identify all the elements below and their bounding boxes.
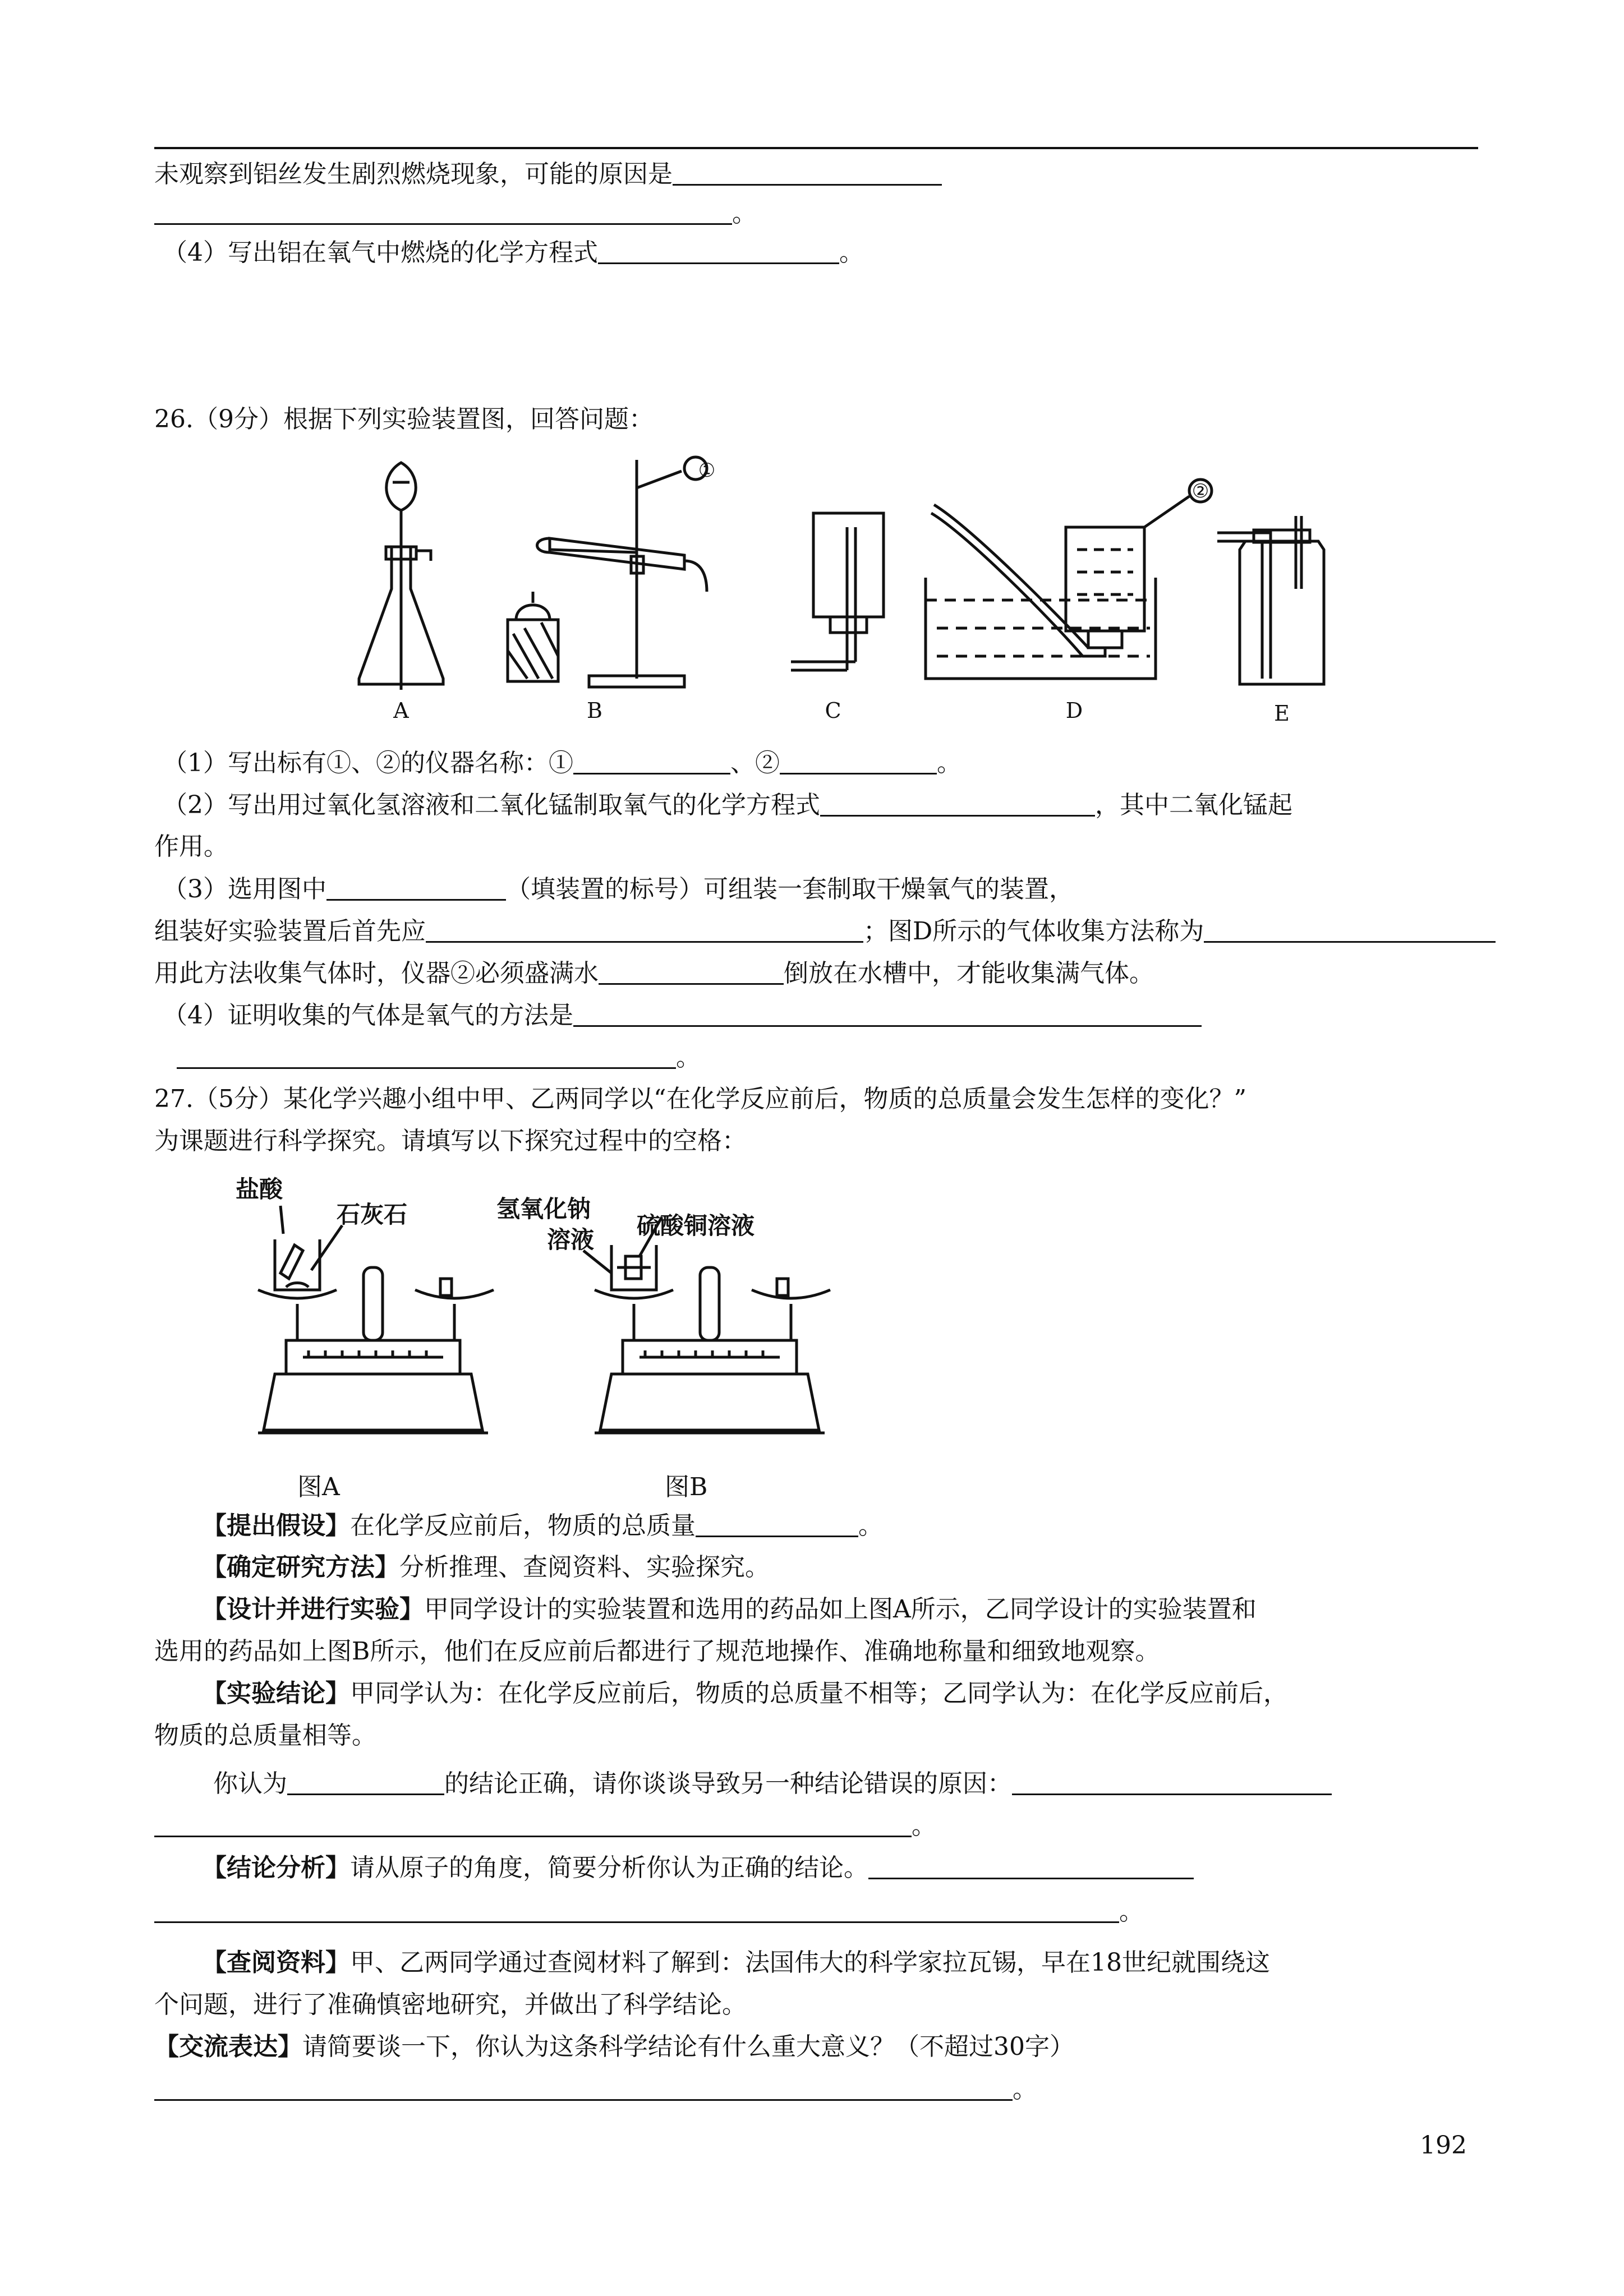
answer-blank[interactable]: [599, 956, 784, 985]
q26-3-cont2: 用此方法收集气体时，仪器②必须盛满水 倒放在水槽中，才能收集满气体。: [154, 956, 1154, 990]
design-line: 【设计并进行实验】甲同学设计的实验装置和选用的药品如上图A所示，乙同学设计的实验装置和: [202, 1595, 1257, 1624]
page-number: 192: [1420, 2131, 1467, 2160]
answer-blank[interactable]: [820, 788, 1095, 817]
conclusion-line: 【实验结论】甲同学认为：在化学反应前后，物质的总质量不相等；乙同学认为：在化学反应前后，: [202, 1679, 1288, 1708]
label-c: C: [825, 698, 841, 723]
label-d: D: [1065, 698, 1083, 723]
opinion-line-cont: 。: [154, 1809, 936, 1843]
answer-blank[interactable]: [573, 998, 1202, 1027]
q26-2: （2）写出用过氧化氢溶液和二氧化锰制取氧气的化学方程式 ，其中二氧化锰起: [163, 788, 1292, 822]
label-naoh-2: 溶液: [547, 1226, 595, 1253]
conclusion-line-cont: 物质的总质量相等。: [154, 1721, 376, 1750]
label-cuso4: 硫酸铜溶液: [637, 1212, 755, 1239]
top-rule: [154, 147, 1478, 149]
label-e: E: [1274, 701, 1290, 726]
answer-blank[interactable]: [1012, 1767, 1332, 1795]
reference-line: 【查阅资料】甲、乙两同学通过查阅材料了解到：法国伟大的科学家拉瓦锡，早在18世纪就围绕这: [202, 1948, 1270, 1977]
marker-1: ①: [698, 459, 716, 482]
q27-title-cont: 为课题进行科学探究。请填写以下探究过程中的空格：: [154, 1127, 747, 1155]
line-q4: （4）写出铝在氧气中燃烧的化学方程式 。: [163, 236, 864, 270]
label-b: B: [587, 698, 602, 723]
q26-4-cont: 。: [154, 1040, 701, 1075]
design-line-cont: 选用的药品如上图B所示，他们在反应前后都进行了规范地操作、准确地称量和细致地观察。: [154, 1637, 1160, 1666]
analysis-line: 【结论分析】请从原子的角度，简要分析你认为正确的结论。: [202, 1851, 1194, 1885]
caption-a: 图A: [297, 1473, 340, 1501]
marker-2: ②: [1191, 480, 1209, 502]
apparatus-b: [508, 460, 707, 687]
balance-a: [258, 1206, 494, 1433]
label-limestone: 石灰石: [337, 1201, 408, 1228]
answer-blank[interactable]: [326, 872, 506, 901]
label-a: A: [393, 698, 409, 723]
reference-line-cont: 个问题，进行了准确慎密地研究，并做出了科学结论。: [154, 1990, 747, 2019]
answer-blank[interactable]: [780, 746, 937, 774]
answer-blank[interactable]: [598, 236, 839, 264]
answer-blank[interactable]: [177, 1040, 676, 1069]
balance-b: [583, 1217, 830, 1433]
method-line: 【确定研究方法】分析推理、查阅资料、实验探究。: [202, 1553, 770, 1582]
q26-2-cont: 作用。: [154, 832, 228, 861]
analysis-line-cont: 。: [154, 1894, 1144, 1929]
caption-b: 图B: [665, 1473, 708, 1501]
label-naoh-1: 氢氧化钠: [496, 1195, 591, 1223]
q26-1: （1）写出标有①、②的仪器名称：① 、② 。: [163, 746, 961, 780]
answer-blank[interactable]: [154, 196, 732, 225]
q26-3: （3）选用图中 （填装置的标号）可组装一套制取干燥氧气的装置，: [163, 872, 1074, 906]
q27-title: 27.（5分）某化学兴趣小组中甲、乙两同学以“在化学反应前后，物质的总质量会发生怎样的变化？”: [154, 1085, 1246, 1113]
opinion-line: 你认为 的结论正确，请你谈谈导致另一种结论错误的原因：: [213, 1767, 1332, 1801]
apparatus-e: [1217, 516, 1324, 684]
label-hydrochloric-acid: 盐酸: [236, 1175, 283, 1203]
apparatus-figure-26: [348, 449, 1358, 740]
q26-4: （4）证明收集的气体是氧气的方法是: [163, 998, 1202, 1032]
answer-blank[interactable]: [154, 1894, 1119, 1923]
line-cause-cont: 。: [154, 196, 757, 230]
answer-blank[interactable]: [154, 2072, 1013, 2101]
q26-title: 26.（9分）根据下列实验装置图，回答问题：: [154, 405, 654, 434]
answer-blank[interactable]: [426, 914, 863, 943]
exchange-line-cont: 。: [154, 2072, 1037, 2106]
answer-blank[interactable]: [154, 1809, 912, 1837]
answer-blank[interactable]: [1204, 914, 1496, 943]
answer-blank[interactable]: [287, 1767, 444, 1795]
apparatus-a: [359, 463, 443, 690]
exchange-line: 【交流表达】请简要谈一下，你认为这条科学结论有什么重大意义？（不超过30字）: [154, 2032, 1074, 2061]
answer-blank[interactable]: [696, 1509, 858, 1537]
balance-figure-27: [224, 1172, 869, 1453]
hypothesis-line: 【提出假设】在化学反应前后，物质的总质量 。: [202, 1509, 883, 1543]
q26-3-cont: 组装好实验装置后首先应 ；图D所示的气体收集方法称为: [154, 914, 1496, 948]
apparatus-d: [926, 496, 1189, 679]
answer-blank[interactable]: [673, 157, 942, 186]
answer-blank[interactable]: [868, 1851, 1194, 1879]
answer-blank[interactable]: [573, 746, 730, 774]
line-cause: 未观察到铝丝发生剧烈燃烧现象，可能的原因是: [154, 157, 942, 191]
apparatus-c: [791, 513, 884, 670]
